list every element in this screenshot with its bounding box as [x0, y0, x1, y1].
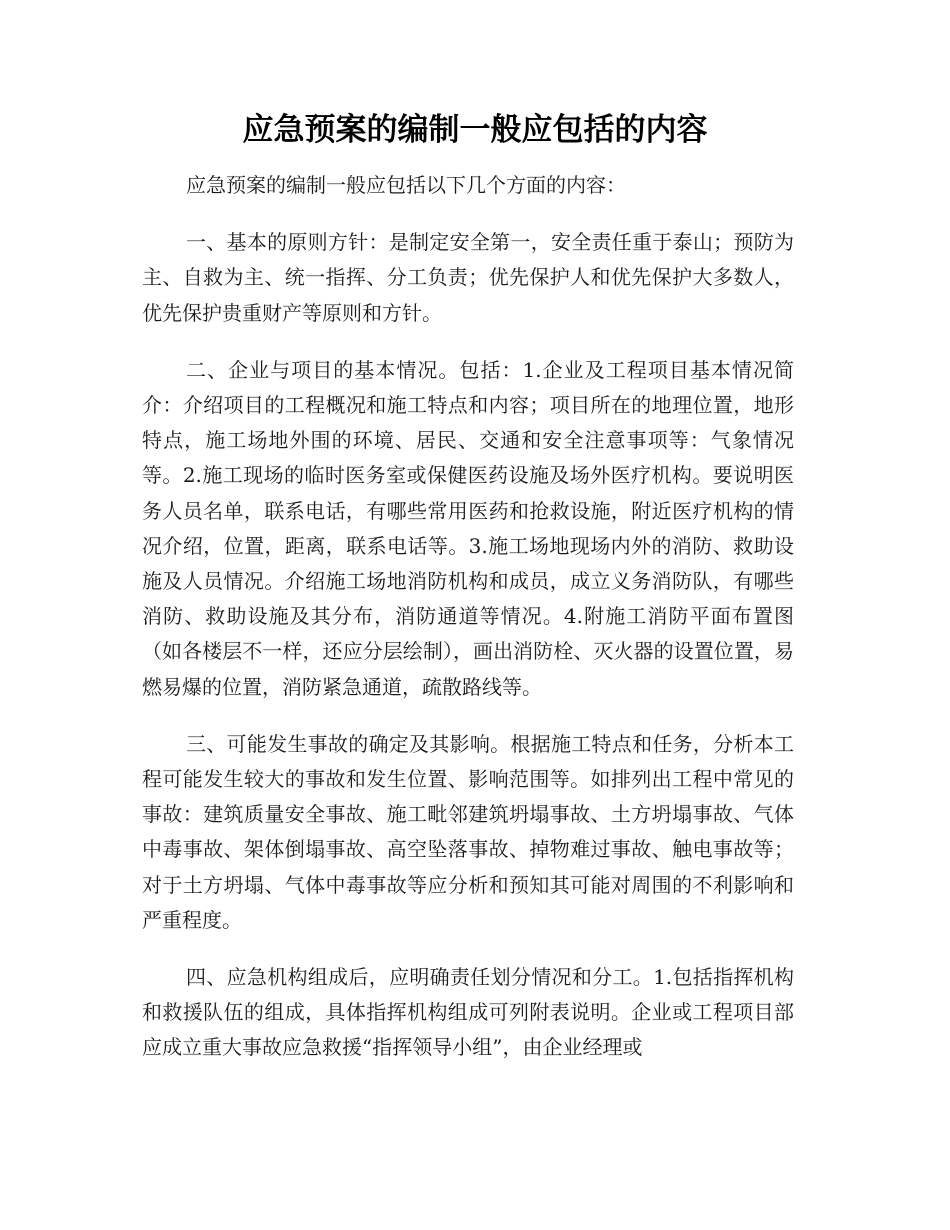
paragraph-basic-info: 二、企业与项目的基本情况。包括：1.企业及工程项目基本情况简介：介绍项目的工程概况和施工特点和内容；项目所在的地理位置，地形特点，施工场地外围的环境、居民、交通和安全注意事项等：气象情况等。2.施工现场的临时医务室或保健医药设施及场外医疗机构。要说明医务人员名单，联系电话，有哪些常用医药和抢救设施，附近医疗机构的情况介绍，位置，距离，联系电话等。3.施工场地现场内外的消防、救助设施及人员情况。介绍施工场地消防机构和成员，成立义务消防队，有哪些消防、救助设施及其分布，消防通道等情况。4.附施工消防平面布置图（如各楼层不一样，还应分层绘制），画出消防栓、灭火器的设置位置，易燃易爆的位置，消防紧急通道，疏散路线等。 [142, 357, 794, 699]
document-title: 应急预案的编制一般应包括的内容 [242, 112, 708, 148]
paragraph-emergency-organization: 四、应急机构组成后，应明确责任划分情况和分工。1.包括指挥机构和救援队伍的组成，具体指挥机构组成可列附表说明。企业或工程项目部应成立重大事故应急救援“指挥领导小组”，由企业经理或 [142, 965, 794, 1060]
paragraph-principles: 一、基本的原则方针：是制定安全第一，安全责任重于泰山；预防为主、自救为主、统一指挥、分工负责；优先保护人和优先保护大多数人，优先保护贵重财产等原则和方针。 [142, 230, 794, 325]
paragraph-possible-accidents: 三、可能发生事故的确定及其影响。根据施工特点和任务，分析本工程可能发生较大的事故和发生位置、影响范围等。如排列出工程中常见的事故：建筑质量安全事故、施工毗邻建筑坍塌事故、土方坍塌事故、气体中毒事故、架体倒塌事故、高空坠落事故、掉物难过事故、触电事故等；对于土方坍塌、气体中毒事故等应分析和预知其可能对周围的不利影响和严重程度。 [142, 731, 794, 932]
document-body [142, 168, 794, 1088]
paragraph-intro: 应急预案的编制一般应包括以下几个方面的内容： [186, 173, 626, 197]
